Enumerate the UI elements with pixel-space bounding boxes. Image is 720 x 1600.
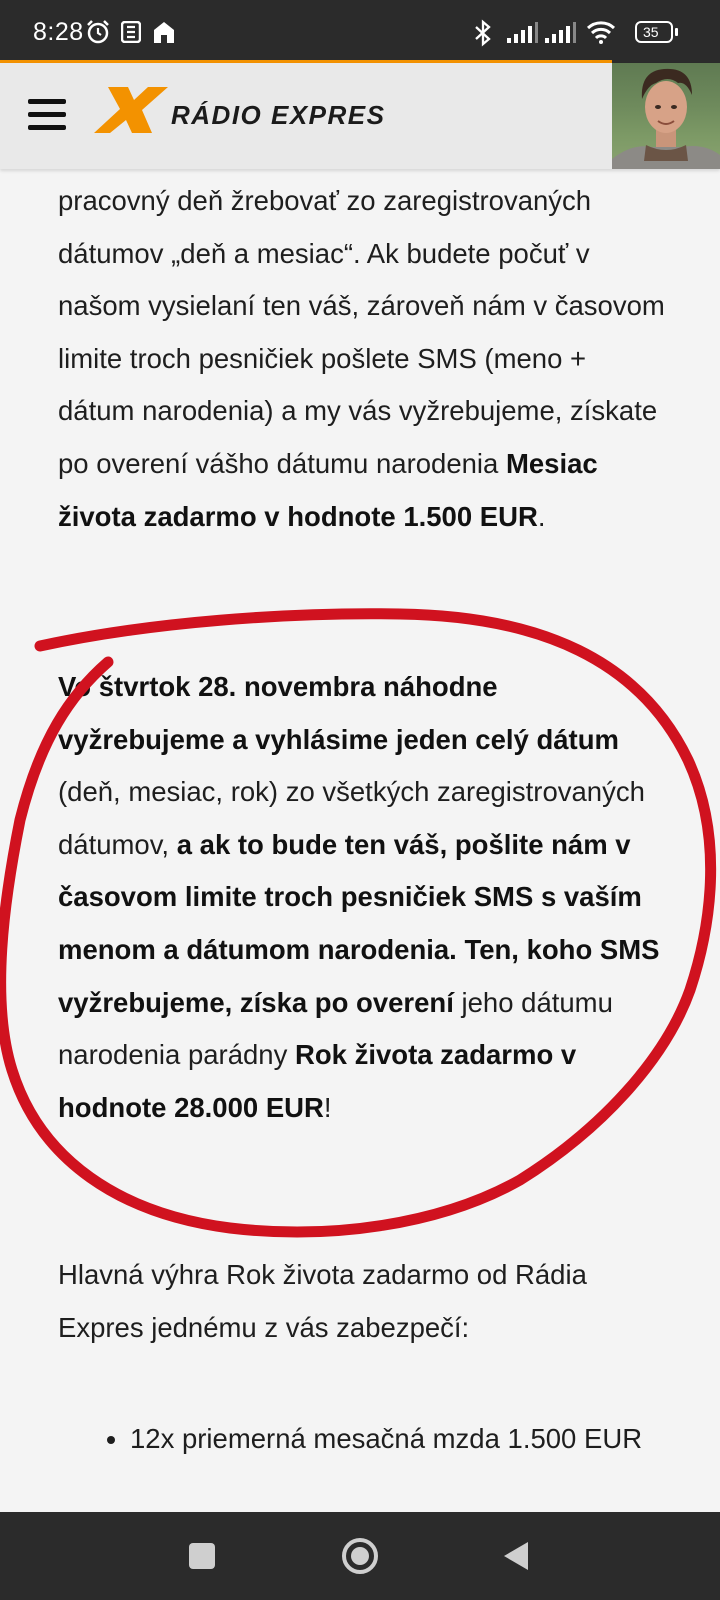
e-icon <box>121 21 141 43</box>
clock: 8:28 <box>33 18 84 46</box>
logo-x-icon[interactable] <box>94 85 170 135</box>
paragraph <box>58 175 668 543</box>
signal-icon <box>544 22 576 44</box>
paragraph-text: jeho dátumu narodenia parádny <box>58 986 613 1071</box>
recents-square-icon[interactable] <box>188 1542 216 1570</box>
paragraph-text: pracovný deň žrebovať zo zaregistrovaných dátumov „deň a mesiac“. Ak budete počuť v našom vysielaní ten váš, zároveň nám v časovom limite troch pesničiek pošlete SMS (meno + dátum narodenia) a my vás vyžrebujeme, získate po overení vášho dátumu narodenia <box>58 185 665 479</box>
paragraph-highlighted <box>58 661 668 1134</box>
paragraph: Hlavná výhra Rok života zadarmo od Rádia Expres jednému z vás zabezpečí: <box>58 1259 587 1343</box>
wifi-icon <box>586 20 616 44</box>
logo-text[interactable]: RÁDIO EXPRES <box>171 100 386 130</box>
battery-icon <box>635 21 673 43</box>
signal-icon <box>506 22 538 44</box>
home-icon <box>151 19 177 45</box>
system-nav-bar <box>0 1512 720 1600</box>
paragraph-bold-text: Mesiac života zadarmo v hodnote 1.500 EUR <box>58 447 598 532</box>
alarm-icon <box>84 18 112 46</box>
battery-tip <box>675 28 678 36</box>
paragraph-text: (deň, mesiac, rok) zo všetkých zaregistrovaných dátumov, <box>58 776 645 860</box>
user-avatar[interactable] <box>612 63 720 169</box>
paragraph-bold-text: a ak to bude ten váš, pošlite nám v časovom limite troch pesničiek SMS s vaším menom a dátumom narodenia. Ten, koho SMS vyžrebujeme, získa po overení <box>58 828 660 1018</box>
list-item: • 12x priemerná mesačná mzda 1.500 EUR <box>130 1413 668 1466</box>
paragraph-text: ! <box>323 1091 332 1123</box>
paragraph-bold-text: Vo štvrtok 28. novembra náhodne vyžrebujeme a vyhlásime jeden celý dátum <box>58 671 619 755</box>
paragraph-text: . <box>537 500 546 532</box>
back-triangle-icon[interactable] <box>502 1540 532 1572</box>
home-circle-icon[interactable] <box>340 1536 380 1576</box>
paragraph-bold-text: Rok života zadarmo v hodnote 28.000 EUR <box>58 1039 577 1123</box>
bullet-list <box>58 1413 668 1466</box>
status-bar <box>0 0 720 64</box>
bluetooth-icon <box>472 19 494 47</box>
hamburger-icon[interactable] <box>28 99 66 131</box>
battery-level: 35 <box>643 24 659 40</box>
